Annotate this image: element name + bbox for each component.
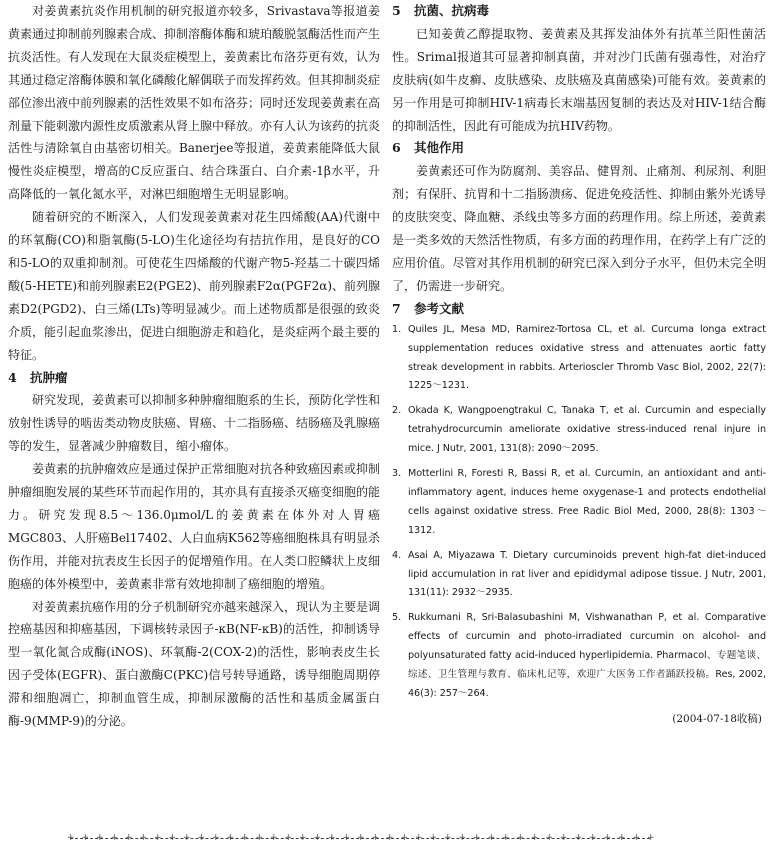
- divider-cross-mark: +: [473, 833, 481, 843]
- reference-text: Okada K, Wangpoengtrakul C, Tanaka T, et al. Curcumin and especially tetrahydrocurcumin ameliorate oxidative stress-induced renal injure in mice. J Nutr, 2001, 131(8): 2090～2095.: [408, 405, 766, 455]
- divider-cross-mark: +: [313, 833, 322, 843]
- divider-cross-mark: +: [197, 833, 206, 843]
- section-number: 6: [392, 140, 401, 156]
- divider-cross-mark: +: [415, 833, 423, 843]
- received-date: (2004-07-18收稿): [672, 712, 762, 725]
- divider-cross-mark: +: [632, 833, 641, 843]
- divider-cross-mark: +: [241, 833, 249, 843]
- paragraph-tumor-mechanism: 姜黄素的抗肿瘤效应是通过保护正常细胞对抗各种致癌因素或抑制肿瘤细胞发展的某些环节而起作用的，其亦具有直接杀灭癌变细胞的能力。研究发现8.5～136.0μmol/L的姜黄素在体外对人胃癌MGC803、人肝癌Bel17402、人白血病K562等癌细胞株具有明显杀伤作用，并能对抗表皮生长因子的促增殖作用。在人类口腔鳞状上皮细胞癌的体外模型中，姜黄素非常有效地抑制了癌细胞的增殖。: [8, 462, 381, 591]
- divider-cross-mark: +: [618, 833, 626, 843]
- divider-cross-mark: +: [545, 833, 554, 843]
- reference-number: 2.: [392, 405, 402, 417]
- divider-cross-mark: +: [371, 833, 380, 843]
- section-heading-references: [392, 298, 766, 321]
- reference-text: Motterlini R, Foresti R, Bassi R, et al. Curcumin, an antioxidant and anti-inflammatory agent, induces heme oxygenase-1 and protects endothelial cells against oxidative stress. Free Radic Biol Med, 2000, 28(8): 1303～1312.: [408, 468, 766, 536]
- divider-cross-mark: +: [284, 833, 293, 843]
- divider-cross-mark: +: [444, 833, 452, 843]
- divider-cross-mark: +: [560, 833, 568, 843]
- divider-cross-mark: +: [139, 833, 148, 843]
- reference-item: [392, 321, 766, 397]
- decorative-divider: [67, 833, 655, 843]
- divider-cross-mark: +: [458, 833, 467, 843]
- divider-cross-mark: +: [299, 833, 307, 843]
- divider-cross-mark: +: [386, 833, 394, 843]
- divider-cross-mark: +: [110, 833, 119, 843]
- section-heading-other: [392, 137, 766, 160]
- reference-number: 1.: [392, 323, 402, 335]
- divider-cross-mark: +: [212, 833, 220, 843]
- divider-cross-mark: +: [168, 833, 177, 843]
- divider-cross-mark: +: [154, 833, 162, 843]
- reference-number: 3.: [392, 468, 402, 480]
- reference-text: Asai A, Miyazawa T. Dietary curcuminoids prevent high-fat diet-induced lipid accumulation in rat liver and epididymal adipose tissue. J Nutr, 2001, 131(11): 2932～2935.: [408, 549, 766, 599]
- reference-list: [392, 321, 766, 704]
- right-column: [392, 0, 766, 728]
- divider-cross-mark: +: [328, 833, 336, 843]
- paragraph-anti-inflammatory: 对姜黄素抗炎作用机制的研究报道亦较多，Srivastava等报道姜黄素通过抑制前列腺素合成、抑制溶酶体酶和琥珀酸脱氢酶活性而产生抗炎活性。有人发现在大鼠炎症模型上，姜黄素比布洛芬更有效，认为其通过稳定溶酶体膜和氧化磷酸化解偶联子而发挥药效。但其抑制炎症部位渗出液中前列腺素的活性效果不如布洛芬；同时还发现姜黄素在高剂量下能刺激内源性皮质激素从肾上腺中释放。亦有人认为该药的抗炎活性与清除氧自由基密切相关。Banerjee等报道，姜黄素能降低大鼠慢性炎症模型，增高的C反应蛋白、结合珠蛋白、白介素-1β水平，升高降低的一氧化氮水平，对淋巴细胞增生无明显影响。: [8, 4, 381, 202]
- divider-cross-mark: +: [67, 833, 75, 843]
- divider-cross-mark: +: [574, 833, 583, 843]
- divider-cross-mark: +: [125, 833, 133, 843]
- divider-cross-mark: +: [516, 833, 525, 843]
- reference-item: [392, 465, 766, 541]
- section-title: 参考文献: [414, 300, 465, 316]
- divider-cross-mark: +: [183, 833, 191, 843]
- section-title: 抗肿瘤: [30, 369, 68, 385]
- divider-cross-mark: +: [531, 833, 539, 843]
- paragraph-antibacterial: 已知姜黄乙醇提取物、姜黄素及其挥发油体外有抗革兰阳性菌活性。Srimal报道其可显著抑制真菌，并对沙门氏菌有强毒性，对治疗皮肤病(如牛皮癣、皮肤感染、皮肤癌及真菌感染)可能有效。姜黄素的另一作用是可抑制HIV-1病毒长末端基因复制的表达及对HIV-1结合酶的抑制活性，因此有可能成为抗HIV药物。: [392, 26, 766, 133]
- divider-cross-mark: +: [429, 833, 438, 843]
- divider-cross-mark: +: [647, 833, 655, 843]
- left-column: [8, 0, 380, 733]
- section-heading-antibacterial: [392, 0, 766, 23]
- divider-cross-mark: +: [255, 833, 264, 843]
- paragraph-arachidonic-acid: 随着研究的不断深入，人们发现姜黄素对花生四烯酸(AA)代谢中的环氧酶(CO)和脂氧酶(5-LO)生化途径均有拮抗作用，是良好的CO和5-LO的双重抑制剂。可使花生四烯酸的代谢产物5-羟基二十碳四烯酸(5-HETE)和前列腺素E2(PGE2)、前列腺素F2α(PGF2α)、前列腺素D2(PGD2)、白三烯(LTs)等明显减少。而上述物质都是很强的致炎介质，能引起血浆渗出，促进白细胞游走和趋化，是炎症两个最主要的特征。: [8, 210, 381, 362]
- divider-cross-mark: +: [603, 833, 612, 843]
- reference-number: 4.: [392, 549, 402, 561]
- reference-text: Rukkumani R, Sri-Balasubashini M, Vishwanathan P, et al. Comparative effects of curcumin and photo-irradiated curcumin on alcohol- and polyunsaturated fatty acid-induced hyperlipidemia. Pharmacol、专题笔谈、综述、卫生管理与教育、临床札记等，欢迎广大医务工作者踊跃投稿。Res, 2002, 46(3): 257～264.: [408, 612, 766, 699]
- section-title: 其他作用: [414, 140, 465, 156]
- divider-cross-mark: +: [226, 833, 235, 843]
- section-number: 7: [392, 300, 401, 316]
- reference-item: [392, 547, 766, 604]
- divider-cross-mark: +: [81, 833, 90, 843]
- divider-cross-mark: +: [487, 833, 496, 843]
- paragraph-tumor-molecular: 对姜黄素抗癌作用的分子机制研究亦越来越深入，现认为主要是调控癌基因和抑癌基因，下调核转录因子-κB(NF-κB)的活性，抑制诱导型一氧化氮合成酶(iNOS)、环氧酶-2(COX-2)的活性，影响表皮生长因子受体(EGFR)、蛋白激酶C(PKC)信号转导通路，诱导细胞周期停滞和细胞凋亡，抑制血管生成，抑制尿激酶的活性和基质金属蛋白酶-9(MMP-9)的分泌。: [8, 599, 381, 729]
- divider-cross-mark: +: [357, 833, 365, 843]
- paragraph-tumor-growth: 研究发现，姜黄素可以抑制多种肿瘤细胞系的生长，预防化学性和放射性诱导的啮齿类动物皮肤癌、胃癌、十二指肠癌、结肠癌及乳腺癌等的发生，显著减少肿瘤数目，缩小瘤体。: [8, 393, 381, 454]
- section-title: 抗菌、抗病毒: [414, 3, 490, 18]
- divider-cross-mark: +: [270, 833, 278, 843]
- reference-item: [392, 402, 766, 459]
- section-heading-antitumor: [8, 367, 380, 390]
- paragraph-other-effects: 姜黄素还可作为防腐剂、美容品、健胃剂、止痛剂、利尿剂、利胆剂；有保肝、抗胃和十二指肠溃疡、促进免疫活性、抑制由紫外光诱导的皮肤突变、降血糖、杀线虫等多方面的药理作用。综上所述，姜黄素是一类多效的天然活性物质，有多方面的药理作用，在药学上有广泛的应用价值。尽管对其作用机制的研究已深入到分子水平，但仍未完全明了，仍需进一步研究。: [392, 164, 766, 293]
- divider-cross-mark: +: [400, 833, 409, 843]
- section-number: 4: [8, 369, 17, 385]
- reference-text: Quiles JL, Mesa MD, Ramirez-Tortosa CL, et al. Curcuma longa extract supplementation reduces oxidative stress and attenuates aortic fatty streak development in rabbits. Arterioscler Thromb Vasc Biol, 2002, 22(7): 1225～1231.: [408, 323, 766, 392]
- divider-cross-mark: +: [589, 833, 597, 843]
- divider-cross-mark: +: [96, 833, 104, 843]
- divider-cross-mark: +: [342, 833, 351, 843]
- divider-cross-mark: +: [502, 833, 510, 843]
- section-number: 5: [392, 3, 401, 18]
- reference-item: [392, 609, 766, 704]
- reference-number: 5.: [392, 612, 402, 624]
